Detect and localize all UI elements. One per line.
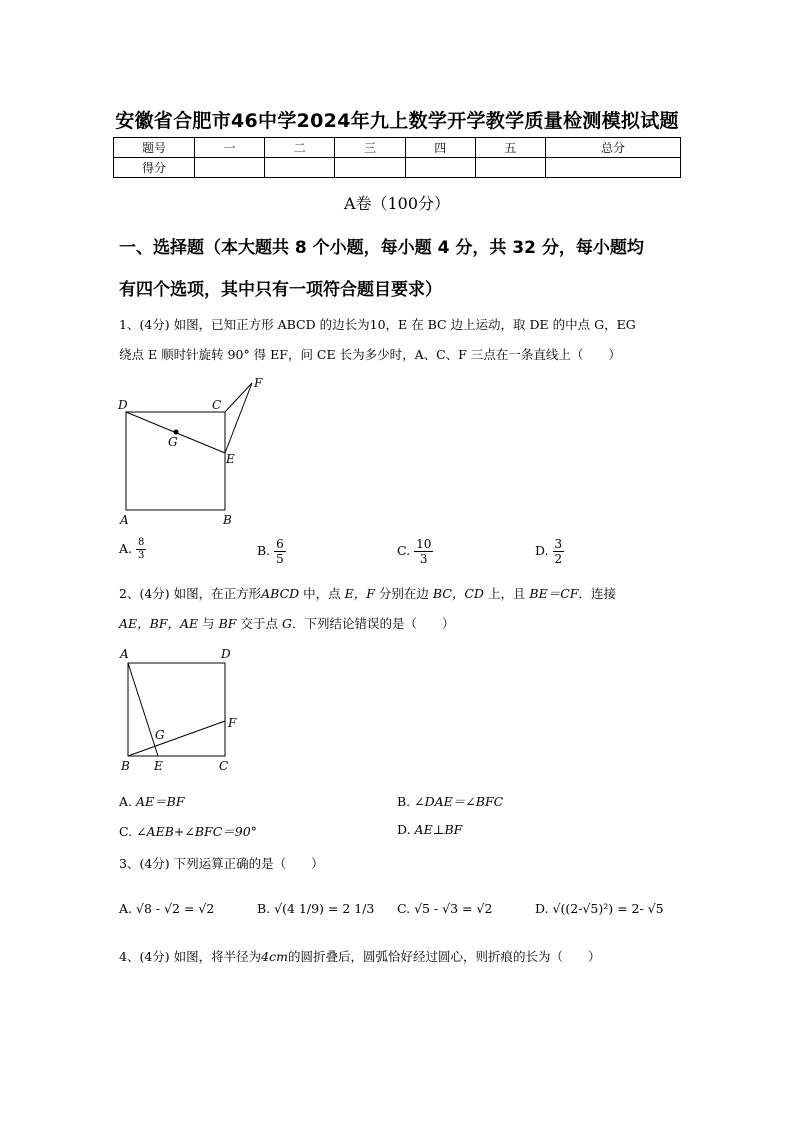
score-cell[interactable] [475,158,545,178]
q1-square [126,412,225,510]
q1-option-b-fraction [274,537,286,566]
q3-option-a[interactable] [119,901,214,916]
q2-option-d[interactable] [397,822,462,837]
score-cell[interactable] [265,158,335,178]
score-table-header-cell: 三 [335,138,405,158]
q1-stem-line2: 绕点 E 顺时针旋转 90° 得 EF，问 CE 长为多少时，A、C、F 三点在一条直线上（ ） [119,347,621,362]
q1-option-a[interactable] [119,537,146,562]
q1-label-a: A [120,513,129,527]
q3-option-d-letter: D. [535,901,549,916]
q2-option-c-letter: C. [119,824,133,839]
q2-label-b: B [121,759,130,773]
q1-option-d-numerator: 3 [554,537,563,551]
q2-option-a-letter: A. [119,794,133,809]
q1-option-d-fraction [553,537,565,566]
q3-option-a-text: √8 - √2 = √2 [136,901,215,916]
q4-math: 4cm [261,949,288,964]
q1-segment-ef [225,383,252,453]
q1-option-c[interactable] [397,537,433,566]
score-table-header-cell: 一 [195,138,265,158]
q2-figure [112,643,252,778]
section-heading-line2: 有四个选项，其中只有一项符合题目要求） [119,280,442,300]
score-cell[interactable] [546,158,681,178]
q4-text: 4、(4分) 如图，将半径为 [119,949,262,964]
q1-label-c: C [212,398,222,412]
q1-option-c-letter: C. [397,543,411,558]
score-table-header-cell: 二 [265,138,335,158]
q2-math: ABCD [261,586,300,601]
q2-option-b-letter: B. [397,794,411,809]
q2-option-b[interactable] [397,792,503,810]
q1-option-d-letter: D. [535,543,549,558]
exam-title: 安徽省合肥市46中学2024年九上数学开学教学质量检测模拟试题 [115,110,679,132]
q2-segment-bf [128,721,225,756]
score-row-label: 得分 [114,158,195,178]
q2-math: BC，CD [432,586,484,601]
q1-stem-line1: 1、(4分) 如图，已知正方形 ABCD 的边长为10，E 在 BC 边上运动，取 DE 的中点 G，EG [119,317,636,332]
score-cell[interactable] [335,158,405,178]
score-cell[interactable] [195,158,265,178]
q1-option-b-numerator: 6 [276,537,284,551]
q1-option-b-denominator: 5 [276,552,284,566]
q4-text: 的圆折叠后，圆弧恰好经过圆心，则折痕的长为（ ） [287,949,601,964]
q2-math: BF [218,616,237,631]
q2-segment-ae [128,663,158,756]
score-table-header-cell: 总分 [546,138,681,158]
q2-label-d: D [221,647,231,661]
q2-option-a[interactable] [119,792,185,810]
score-cell[interactable] [405,158,475,178]
q1-option-a-fraction [136,537,146,562]
q2-text: 分别在边 [374,586,433,601]
score-table-header-row [114,138,681,158]
q2-text: 2、(4分) 如图，在正方形 [119,586,262,601]
q2-option-c[interactable] [119,822,257,840]
q3-option-b[interactable] [257,901,374,916]
q2-option-d-text: AE⊥BF [414,822,463,837]
q1-option-d[interactable] [535,537,564,566]
section-heading-line1: 一、选择题（本大题共 8 个小题，每小题 4 分，共 32 分，每小题均 [119,238,644,258]
q2-label-e: E [154,759,163,773]
q1-option-a-numerator: 8 [138,537,145,548]
q2-math: BE＝CF [529,586,579,601]
q1-option-d-denominator: 2 [554,552,563,566]
q2-label-g: G [155,728,165,742]
q3-option-c-text: √5 - √3 = √2 [414,901,493,916]
score-table-header-cell: 五 [475,138,545,158]
q1-label-d: D [118,398,128,412]
q2-text: 中，点 [299,586,345,601]
q2-label-a: A [120,647,129,661]
q1-option-b-letter: B. [257,543,271,558]
q2-math: AE，BF，AE [119,616,199,631]
q1-label-g: G [168,435,178,449]
q3-option-c-letter: C. [397,901,411,916]
q2-option-a-text: AE＝BF [136,794,185,809]
score-table [113,137,681,178]
q1-figure [112,372,272,532]
score-table-score-row [114,158,681,178]
q3-option-c[interactable] [397,901,492,916]
q1-option-c-denominator: 3 [419,552,428,566]
q2-text: 与 [198,616,219,631]
q2-label-c: C [219,759,229,773]
q3-stem: 3、(4分) 下列运算正确的是（ ） [119,856,324,871]
q3-option-a-letter: A. [119,901,133,916]
q1-option-b[interactable] [257,537,286,566]
q1-segment-cf [225,383,252,412]
q2-text: 上，且 [483,586,530,601]
q1-label-b: B [223,513,232,527]
q2-text: ．下列结论错误的是（ ） [291,616,455,631]
q2-option-b-text: ∠DAE＝∠BFC [414,794,504,809]
q2-text: ．连接 [578,586,616,601]
q2-label-f: F [228,716,237,730]
q3-option-b-text: √(4 1/9) = 2 1/3 [274,901,375,916]
q2-stem-line1 [119,584,616,602]
q2-math: E，F [344,586,375,601]
q1-label-f: F [254,376,263,390]
q1-point-g [174,430,179,435]
q3-option-d-text: √((2-√5)²) = 2- √5 [552,901,664,916]
paper-part-heading: A卷（100分） [343,194,451,213]
score-table-header-cell: 四 [405,138,475,158]
q2-option-d-letter: D. [397,822,411,837]
q1-option-a-denominator: 3 [138,550,145,561]
q1-option-c-numerator: 10 [416,537,432,551]
q2-option-c-text: ∠AEB+∠BFC＝90° [136,824,257,839]
score-table-header-cell: 题号 [114,138,195,158]
q2-stem-line2 [119,614,454,632]
q3-option-b-letter: B. [257,901,271,916]
q1-option-a-letter: A. [119,541,133,556]
q2-math: G [281,616,292,631]
q3-option-d[interactable] [535,901,664,916]
q4-stem [119,947,600,965]
q2-text: 交于点 [236,616,282,631]
q1-label-e: E [226,452,235,466]
q1-option-c-fraction [414,537,433,566]
